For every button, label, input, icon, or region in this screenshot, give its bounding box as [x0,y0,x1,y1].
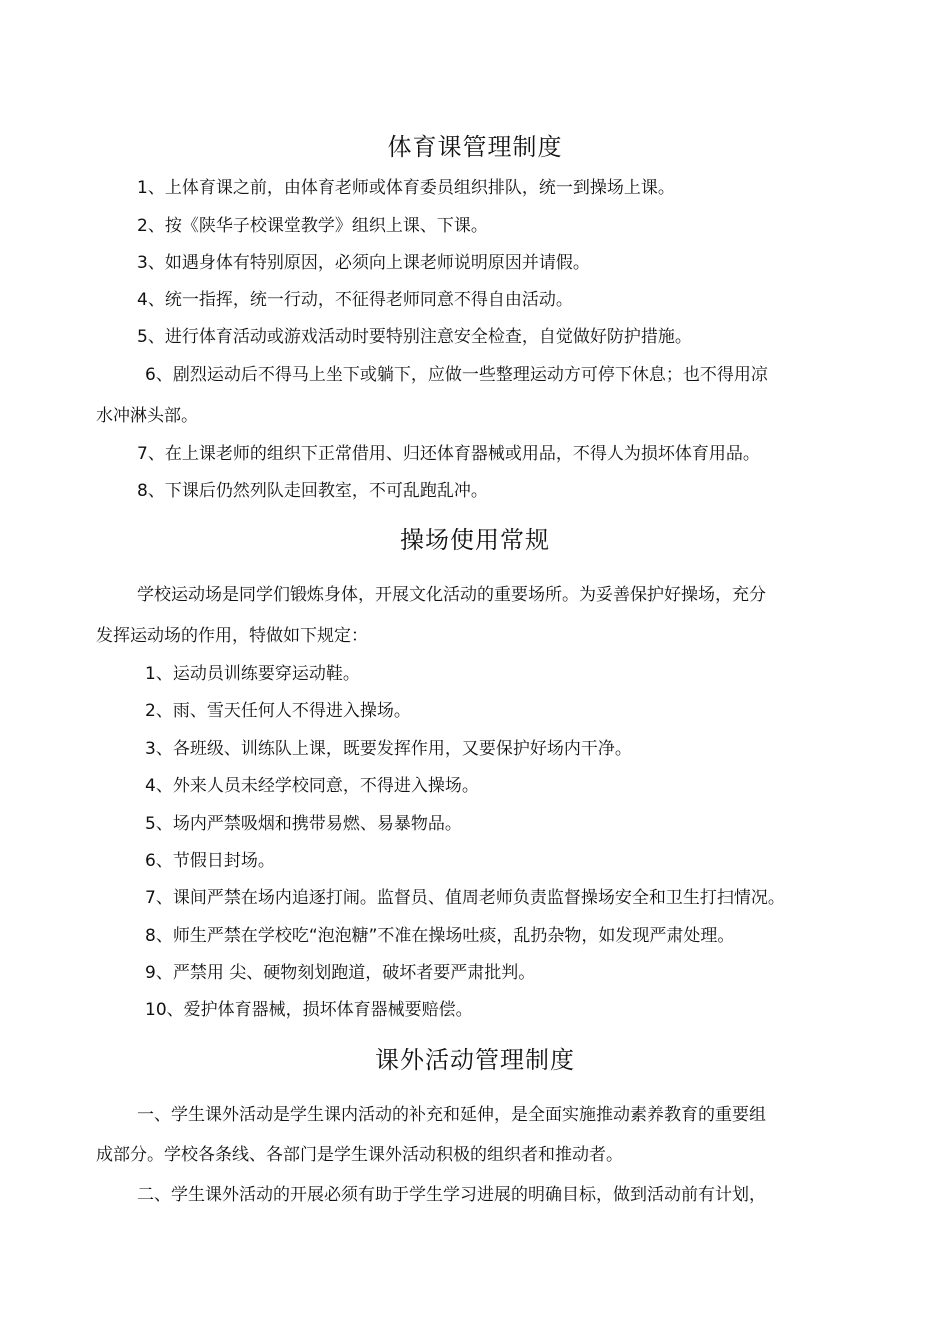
pe-rule-item: 6、剧烈运动后不得马上坐下或躺下，应做一些整理运动方可停下休息；也不得用凉 [145,365,768,385]
playground-rule-item: 5、场内严禁吸烟和携带易燃、易暴物品。 [145,814,462,834]
pe-rules-title: 体育课管理制度 [387,133,563,161]
extracurricular-rules-title: 课外活动管理制度 [375,1046,575,1074]
playground-rule-item: 8、师生严禁在学校吃“泡泡糖”不准在操场吐痰，乱扔杂物，如发现严肃处理。 [145,926,735,946]
playground-rule-item: 7、课间严禁在场内追逐打闹。监督员、值周老师负责监督操场安全和卫生打扫情况。 [145,888,785,908]
pe-rule-item: 1、上体育课之前，由体育老师或体育委员组织排队，统一到操场上课。 [137,178,675,198]
playground-rule-item: 3、各班级、训练队上课，既要发挥作用，又要保护好场内干净。 [145,739,632,759]
pe-rule-item: 2、按《陕华子校课堂教学》组织上课、下课。 [137,216,488,236]
playground-rules-title: 操场使用常规 [400,526,550,554]
extracurricular-line: 一、学生课外活动是学生课内活动的补充和延伸，是全面实施推动素养教育的重要组 [137,1105,766,1125]
playground-rule-item: 6、节假日封场。 [145,851,275,871]
playground-rule-item: 9、严禁用 尖、硬物刻划跑道，破坏者要严肃批判。 [145,963,536,983]
pe-rule-item: 4、统一指挥，统一行动，不征得老师同意不得自由活动。 [137,290,573,310]
pe-rule-item: 5、进行体育活动或游戏活动时要特别注意安全检查，自觉做好防护措施。 [137,327,692,347]
playground-rule-item: 2、雨、雪天任何人不得进入操场。 [145,701,411,721]
playground-rule-item: 1、运动员训练要穿运动鞋。 [145,664,360,684]
pe-rule-item: 7、在上课老师的组织下正常借用、归还体育器械或用品，不得人为损坏体育用品。 [137,444,760,464]
playground-intro-line: 学校运动场是同学们锻炼身体，开展文化活动的重要场所。为妥善保护好操场，充分 [137,585,766,605]
pe-rule-item-continuation: 水冲淋头部。 [96,406,198,426]
playground-rule-item: 10、爱护体育器械，损坏体育器械要赔偿。 [145,1000,473,1020]
pe-rule-item: 8、下课后仍然列队走回教室，不可乱跑乱冲。 [137,481,488,501]
playground-rule-item: 4、外来人员未经学校同意，不得进入操场。 [145,776,479,796]
extracurricular-line: 二、学生课外活动的开展必须有助于学生学习进展的明确目标，做到活动前有计划， [137,1185,766,1205]
pe-rule-item: 3、如遇身体有特别原因，必须向上课老师说明原因并请假。 [137,253,590,273]
extracurricular-line: 成部分。学校各条线、各部门是学生课外活动积极的组织者和推动者。 [96,1145,623,1165]
playground-intro-line: 发挥运动场的作用，特做如下规定： [96,626,368,646]
